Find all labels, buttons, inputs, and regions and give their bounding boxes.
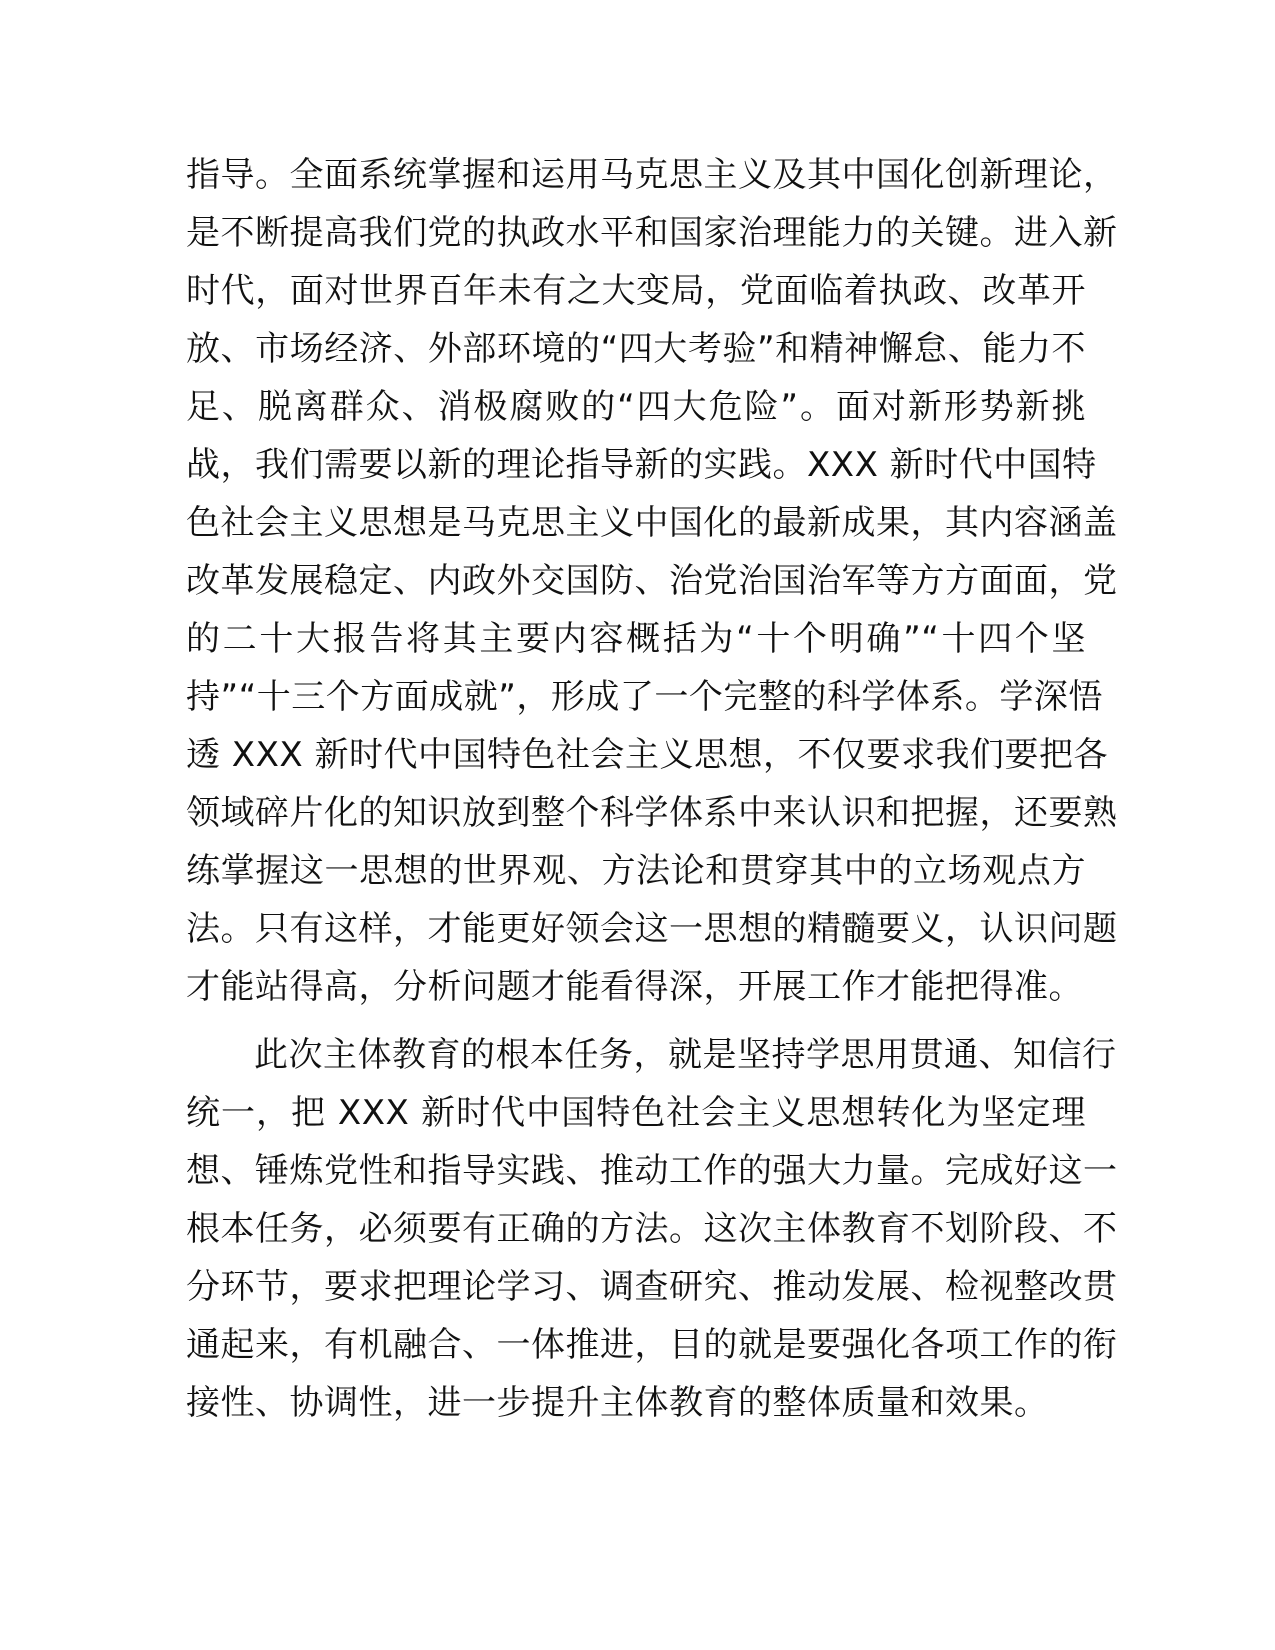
text-line: 练掌握这一思想的世界观、方法论和贯穿其中的立场观点方 bbox=[186, 851, 1086, 891]
text-line: 战，我们需要以新的理论指导新的实践。XXX 新时代中国特 bbox=[186, 445, 1097, 485]
text-line: 放、市场经济、外部环境的“四大考验”和精神懈怠、能力不 bbox=[186, 329, 1086, 369]
paragraph-spacer bbox=[186, 1016, 1086, 1026]
text-line: 统一，把 XXX 新时代中国特色社会主义思想转化为坚定理 bbox=[186, 1093, 1086, 1133]
text-line: 指导。全面系统掌握和运用马克思主义及其中国化创新理论， bbox=[186, 155, 1118, 195]
text-line: 想、锤炼党性和指导实践、推动工作的强大力量。完成好这一 bbox=[186, 1151, 1118, 1191]
text-line: 才能站得高，分析问题才能看得深，开展工作才能把得准。 bbox=[186, 967, 1083, 1007]
text-line: 分环节，要求把理论学习、调查研究、推动发展、检视整改贯 bbox=[186, 1267, 1118, 1307]
paragraph-1 bbox=[186, 146, 1118, 1016]
text-line: 透 XXX 新时代中国特色社会主义思想，不仅要求我们要把各 bbox=[186, 735, 1108, 775]
document-body bbox=[186, 146, 1118, 1432]
text-line: 时代，面对世界百年未有之大变局，党面临着执政、改革开 bbox=[186, 271, 1086, 311]
text-line: 此次主体教育的根本任务，就是坚持学思用贯通、知信行 bbox=[254, 1035, 1117, 1075]
text-line: 通起来，有机融合、一体推进，目的就是要强化各项工作的衔 bbox=[186, 1325, 1118, 1365]
text-line: 足、脱离群众、消极腐败的“四大危险”。面对新形势新挑 bbox=[186, 387, 1086, 427]
text-line: 领域碎片化的知识放到整个科学体系中来认识和把握，还要熟 bbox=[186, 793, 1118, 833]
text-line: 法。只有这样，才能更好领会这一思想的精髓要义，认识问题 bbox=[186, 909, 1118, 949]
paragraph-2 bbox=[186, 1026, 1118, 1432]
text-line: 接性、协调性，进一步提升主体教育的整体质量和效果。 bbox=[186, 1383, 1049, 1423]
text-line: 的二十大报告将其主要内容概括为“十个明确”“十四个坚 bbox=[186, 619, 1086, 659]
text-line: 是不断提高我们党的执政水平和国家治理能力的关键。进入新 bbox=[186, 213, 1118, 253]
text-line: 持”“十三个方面成就”，形成了一个完整的科学体系。学深悟 bbox=[186, 677, 1103, 717]
text-line: 根本任务，必须要有正确的方法。这次主体教育不划阶段、不 bbox=[186, 1209, 1118, 1249]
text-line: 改革发展稳定、内政外交国防、治党治国治军等方方面面，党 bbox=[186, 561, 1118, 601]
text-line: 色社会主义思想是马克思主义中国化的最新成果，其内容涵盖 bbox=[186, 503, 1118, 543]
